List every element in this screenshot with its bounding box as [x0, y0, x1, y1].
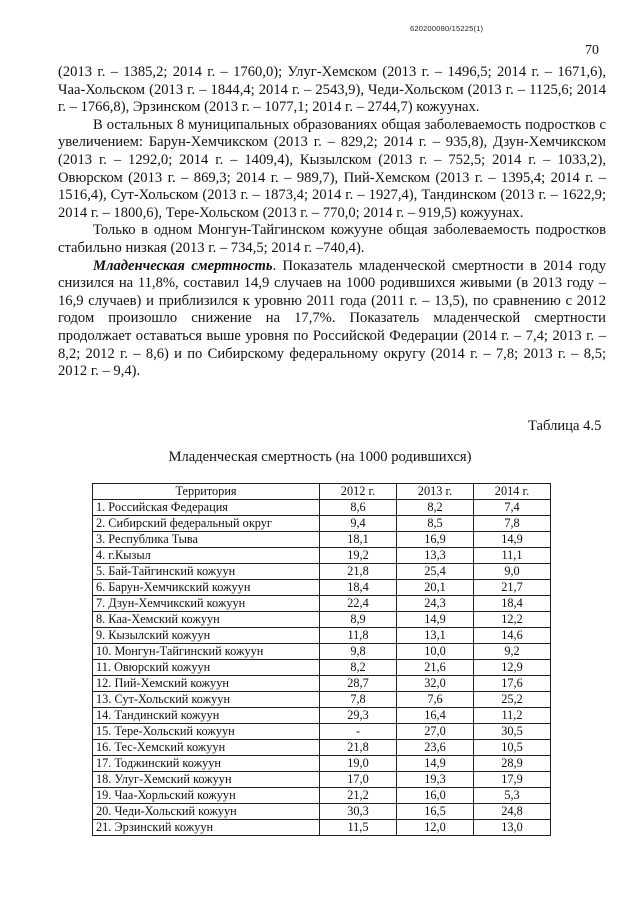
value-cell: 29,3: [320, 708, 397, 724]
header-2012: 2012 г.: [320, 484, 397, 500]
value-cell: 7,8: [320, 692, 397, 708]
paragraph-3: Только в одном Монгун-Тайгинском кожууне общая заболеваемость подростков стабильно низкая (2013 г. – 734,5; 2014 г. –740,4).: [58, 222, 606, 256]
territory-cell: 19. Чаа-Хорльский кожуун: [93, 788, 320, 804]
table-row: [93, 628, 551, 644]
value-cell: 8,2: [320, 660, 397, 676]
territory-cell: 18. Улуг-Хемский кожуун: [93, 772, 320, 788]
territory-cell: 16. Тес-Хемский кожуун: [93, 740, 320, 756]
value-cell: 30,3: [320, 804, 397, 820]
value-cell: 9,0: [474, 564, 551, 580]
value-cell: 5,3: [474, 788, 551, 804]
header-2014: 2014 г.: [474, 484, 551, 500]
table-row: [93, 708, 551, 724]
value-cell: 14,9: [474, 532, 551, 548]
value-cell: 13,0: [474, 820, 551, 836]
value-cell: 22,4: [320, 596, 397, 612]
table-row: [93, 756, 551, 772]
value-cell: 12,2: [474, 612, 551, 628]
table-row: [93, 644, 551, 660]
paragraph-4-lead: Младенческая смертность: [93, 257, 273, 274]
table-row: [93, 612, 551, 628]
paragraph-4-text: . Показатель младенческой смертности в 2014 году снизился на 11,8%, составил 14,9 случаев на 1000 родившихся живыми (в 2013 году – 16,9 случаев) и приблизился к уровню 2011 года (2011 г. – 13,5), по сравнению с 2012 годом произошло снижение на 17,7%. Показатель младенческой смертности продолжает оставаться выше уровня по Российской Федерации (2014 г. – 7,4; 2013 г. – 8,2; 2012 г. – 8,6) и по Сибирскому федеральному округу (2014 г. – 7,8; 2013 г. – 8,5; 2012 г. – 9,4).: [58, 257, 607, 380]
value-cell: 23,6: [397, 740, 474, 756]
value-cell: 9,8: [320, 644, 397, 660]
body-text: [58, 64, 606, 381]
paragraph-1: (2013 г. – 1385,2; 2014 г. – 1760,0); Улуг-Хемском (2013 г. – 1496,5; 2014 г. – 1671,6), Чаа-Хольском (2013 г. – 1844,4; 2014 г. – 2543,9), Чеди-Хольском (2013 г. – 1125,6; 2014 г. – 1766,8), Эрзинском (2013 г. – 1077,1; 2014 г. – 2744,7) кожуунах.: [58, 64, 606, 116]
value-cell: 14,9: [397, 612, 474, 628]
table-row: [93, 804, 551, 820]
table-row: [93, 660, 551, 676]
value-cell: 11,8: [320, 628, 397, 644]
value-cell: 25,4: [397, 564, 474, 580]
table-row: [93, 820, 551, 836]
territory-cell: 2. Сибирский федеральный округ: [93, 516, 320, 532]
value-cell: 21,8: [320, 740, 397, 756]
territory-cell: 15. Тере-Хольский кожуун: [93, 724, 320, 740]
value-cell: 10,0: [397, 644, 474, 660]
value-cell: 19,3: [397, 772, 474, 788]
document-id: 620200080/15225(1): [410, 24, 484, 33]
table-caption: Младенческая смертность (на 1000 родившихся): [168, 449, 472, 465]
table-row: [93, 724, 551, 740]
value-cell: 16,5: [397, 804, 474, 820]
value-cell: 32,0: [397, 676, 474, 692]
value-cell: 21,8: [320, 564, 397, 580]
value-cell: 16,0: [397, 788, 474, 804]
territory-cell: 11. Овюрский кожуун: [93, 660, 320, 676]
territory-cell: 17. Тоджинский кожуун: [93, 756, 320, 772]
value-cell: 17,9: [474, 772, 551, 788]
table-row: [93, 532, 551, 548]
infant-mortality-table: [92, 483, 551, 836]
value-cell: 10,5: [474, 740, 551, 756]
value-cell: 8,2: [397, 500, 474, 516]
paragraph-4: [58, 258, 606, 381]
paragraph-2: В остальных 8 муниципальных образованиях общая заболеваемость подростков с увеличением: Барун-Хемчикском (2013 г. – 829,2; 2014 г. – 935,8), Дзун-Хемчикском (2013 г. – 1292,0; 2014 г. – 1409,4), Кызылском (2013 г. – 752,5; 2014 г. – 1033,2), Овюрском (2013 г. – 869,3; 2014 г. – 989,7), Пий-Хемском (2013 г. – 1395,4; 2014 г. – 1516,4), Сут-Хольском (2013 г. – 1873,4; 2014 г. – 1927,4), Тандинском (2013 г. – 1622,9; 2014 г. – 1800,6), Тере-Хольском (2013 г. – 770,0; 2014 г. – 919,5) кожуунах.: [58, 116, 606, 221]
territory-cell: 1. Российская Федерация: [93, 500, 320, 516]
table-row: [93, 548, 551, 564]
table-header-row: [93, 484, 551, 500]
territory-cell: 20. Чеди-Хольский кожуун: [93, 804, 320, 820]
value-cell: 16,9: [397, 532, 474, 548]
table-row: [93, 564, 551, 580]
value-cell: 18,4: [474, 596, 551, 612]
territory-cell: 13. Сут-Хольский кожуун: [93, 692, 320, 708]
header-territory: Территория: [93, 484, 320, 500]
table-row: [93, 516, 551, 532]
value-cell: 16,4: [397, 708, 474, 724]
value-cell: 9,4: [320, 516, 397, 532]
value-cell: 19,2: [320, 548, 397, 564]
territory-cell: 4. г.Кызыл: [93, 548, 320, 564]
value-cell: 30,5: [474, 724, 551, 740]
value-cell: 17,6: [474, 676, 551, 692]
table-row: [93, 692, 551, 708]
value-cell: 12,9: [474, 660, 551, 676]
territory-cell: 10. Монгун-Тайгинский кожуун: [93, 644, 320, 660]
value-cell: 9,2: [474, 644, 551, 660]
value-cell: 21,7: [474, 580, 551, 596]
value-cell: 24,8: [474, 804, 551, 820]
table-row: [93, 580, 551, 596]
table-body: [93, 500, 551, 836]
value-cell: 7,8: [474, 516, 551, 532]
value-cell: 20,1: [397, 580, 474, 596]
territory-cell: 3. Республика Тыва: [93, 532, 320, 548]
value-cell: 11,5: [320, 820, 397, 836]
value-cell: 28,7: [320, 676, 397, 692]
page-number: 70: [585, 43, 599, 58]
table-row: [93, 788, 551, 804]
value-cell: 8,9: [320, 612, 397, 628]
table-row: [93, 740, 551, 756]
value-cell: 12,0: [397, 820, 474, 836]
value-cell: 25,2: [474, 692, 551, 708]
territory-cell: 14. Тандинский кожуун: [93, 708, 320, 724]
value-cell: 27,0: [397, 724, 474, 740]
table-row: [93, 500, 551, 516]
value-cell: 7,6: [397, 692, 474, 708]
value-cell: 21,6: [397, 660, 474, 676]
value-cell: 18,1: [320, 532, 397, 548]
value-cell: 13,1: [397, 628, 474, 644]
table-row: [93, 772, 551, 788]
value-cell: 11,2: [474, 708, 551, 724]
table-label: Таблица 4.5: [528, 418, 602, 434]
table-row: [93, 596, 551, 612]
value-cell: 18,4: [320, 580, 397, 596]
territory-cell: 21. Эрзинский кожуун: [93, 820, 320, 836]
value-cell: 8,5: [397, 516, 474, 532]
value-cell: 24,3: [397, 596, 474, 612]
value-cell: -: [320, 724, 397, 740]
header-2013: 2013 г.: [397, 484, 474, 500]
value-cell: 14,9: [397, 756, 474, 772]
value-cell: 28,9: [474, 756, 551, 772]
table-row: [93, 676, 551, 692]
value-cell: 8,6: [320, 500, 397, 516]
value-cell: 7,4: [474, 500, 551, 516]
territory-cell: 9. Кызылский кожуун: [93, 628, 320, 644]
territory-cell: 12. Пий-Хемский кожуун: [93, 676, 320, 692]
territory-cell: 6. Барун-Хемчикский кожуун: [93, 580, 320, 596]
territory-cell: 8. Каа-Хемский кожуун: [93, 612, 320, 628]
value-cell: 14,6: [474, 628, 551, 644]
territory-cell: 7. Дзун-Хемчикский кожуун: [93, 596, 320, 612]
value-cell: 17,0: [320, 772, 397, 788]
territory-cell: 5. Бай-Тайгинский кожуун: [93, 564, 320, 580]
value-cell: 21,2: [320, 788, 397, 804]
value-cell: 13,3: [397, 548, 474, 564]
value-cell: 11,1: [474, 548, 551, 564]
value-cell: 19,0: [320, 756, 397, 772]
